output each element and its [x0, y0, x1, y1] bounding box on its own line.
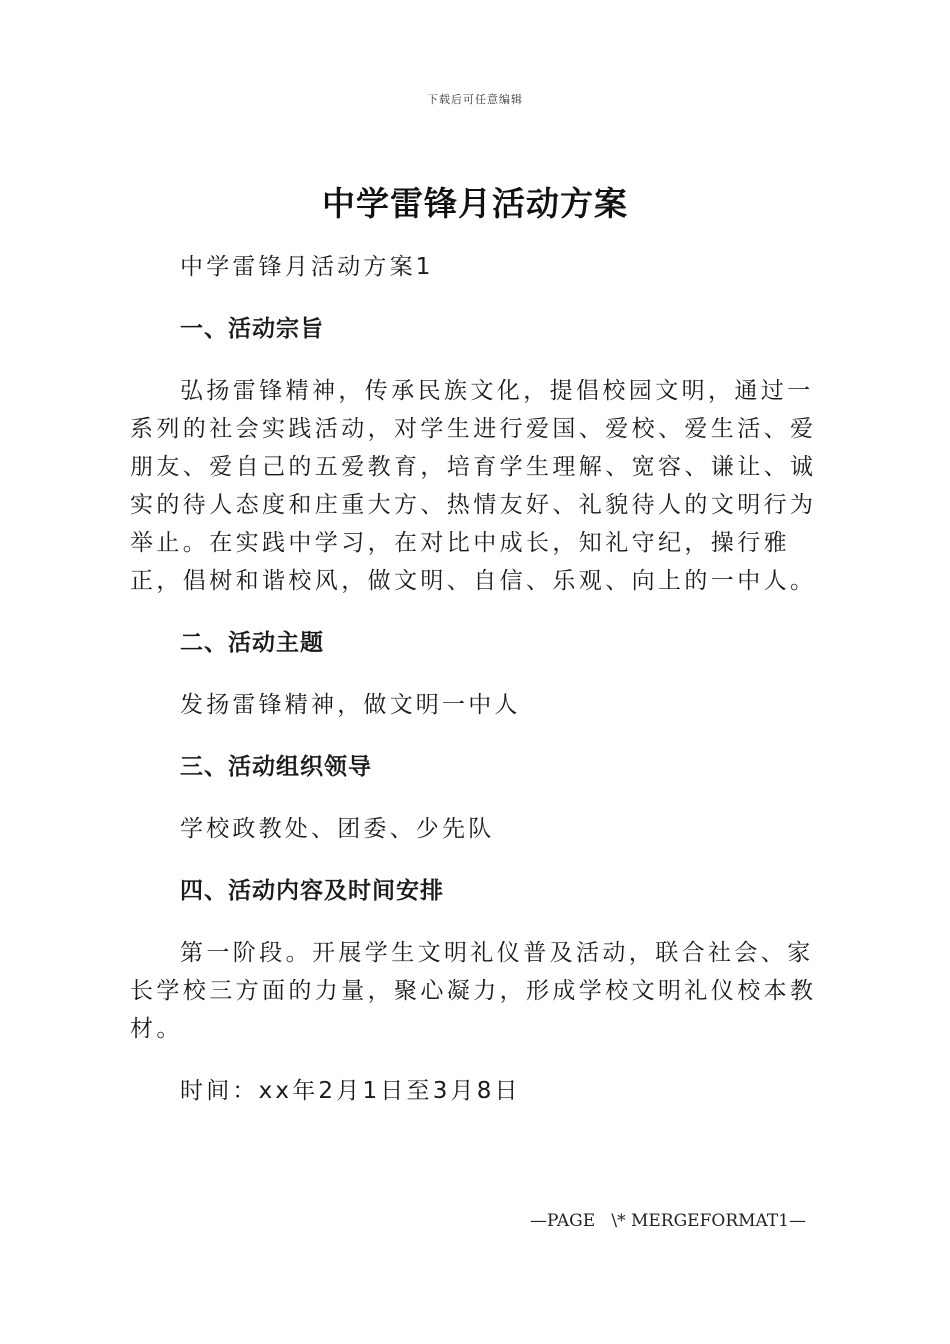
section-heading-purpose: 一、活动宗旨	[180, 316, 324, 342]
section-heading-organization: 三、活动组织领导	[180, 754, 372, 780]
document-body	[130, 248, 836, 1134]
paragraph-organization: 学校政教处、团委、少先队	[180, 816, 495, 842]
paragraph-subtitle: 中学雷锋月活动方案1	[180, 254, 434, 280]
page-footer: —PAGE \* MERGEFORMAT1—	[530, 1211, 807, 1231]
header-note: 下载后可任意编辑	[427, 93, 523, 106]
section-heading-schedule: 四、活动内容及时间安排	[180, 878, 444, 904]
paragraph-time: 时间：xx年2月1日至3月8日	[180, 1078, 521, 1104]
document-title: 中学雷锋月活动方案	[322, 184, 628, 223]
section-heading-theme: 二、活动主题	[180, 630, 324, 656]
paragraph-purpose: 弘扬雷锋精神，传承民族文化，提倡校园文明，通过一系列的社会实践活动，对学生进行爱国、爱校、爱生活、爱朋友、爱自己的五爱教育，培育学生理解、宽容、谦让、诚实的待人态度和庄重大方、热情友好、礼貌待人的文明行为举止。在实践中学习，在对比中成长，知礼守纪，操行雅正，倡树和谐校风，做文明、自信、乐观、向上的一中人。	[130, 378, 817, 594]
paragraph-theme: 发扬雷锋精神，做文明一中人	[180, 692, 521, 718]
paragraph-stage-one: 第一阶段。开展学生文明礼仪普及活动，联合社会、家长学校三方面的力量，聚心凝力，形成学校文明礼仪校本教材。	[130, 940, 817, 1042]
